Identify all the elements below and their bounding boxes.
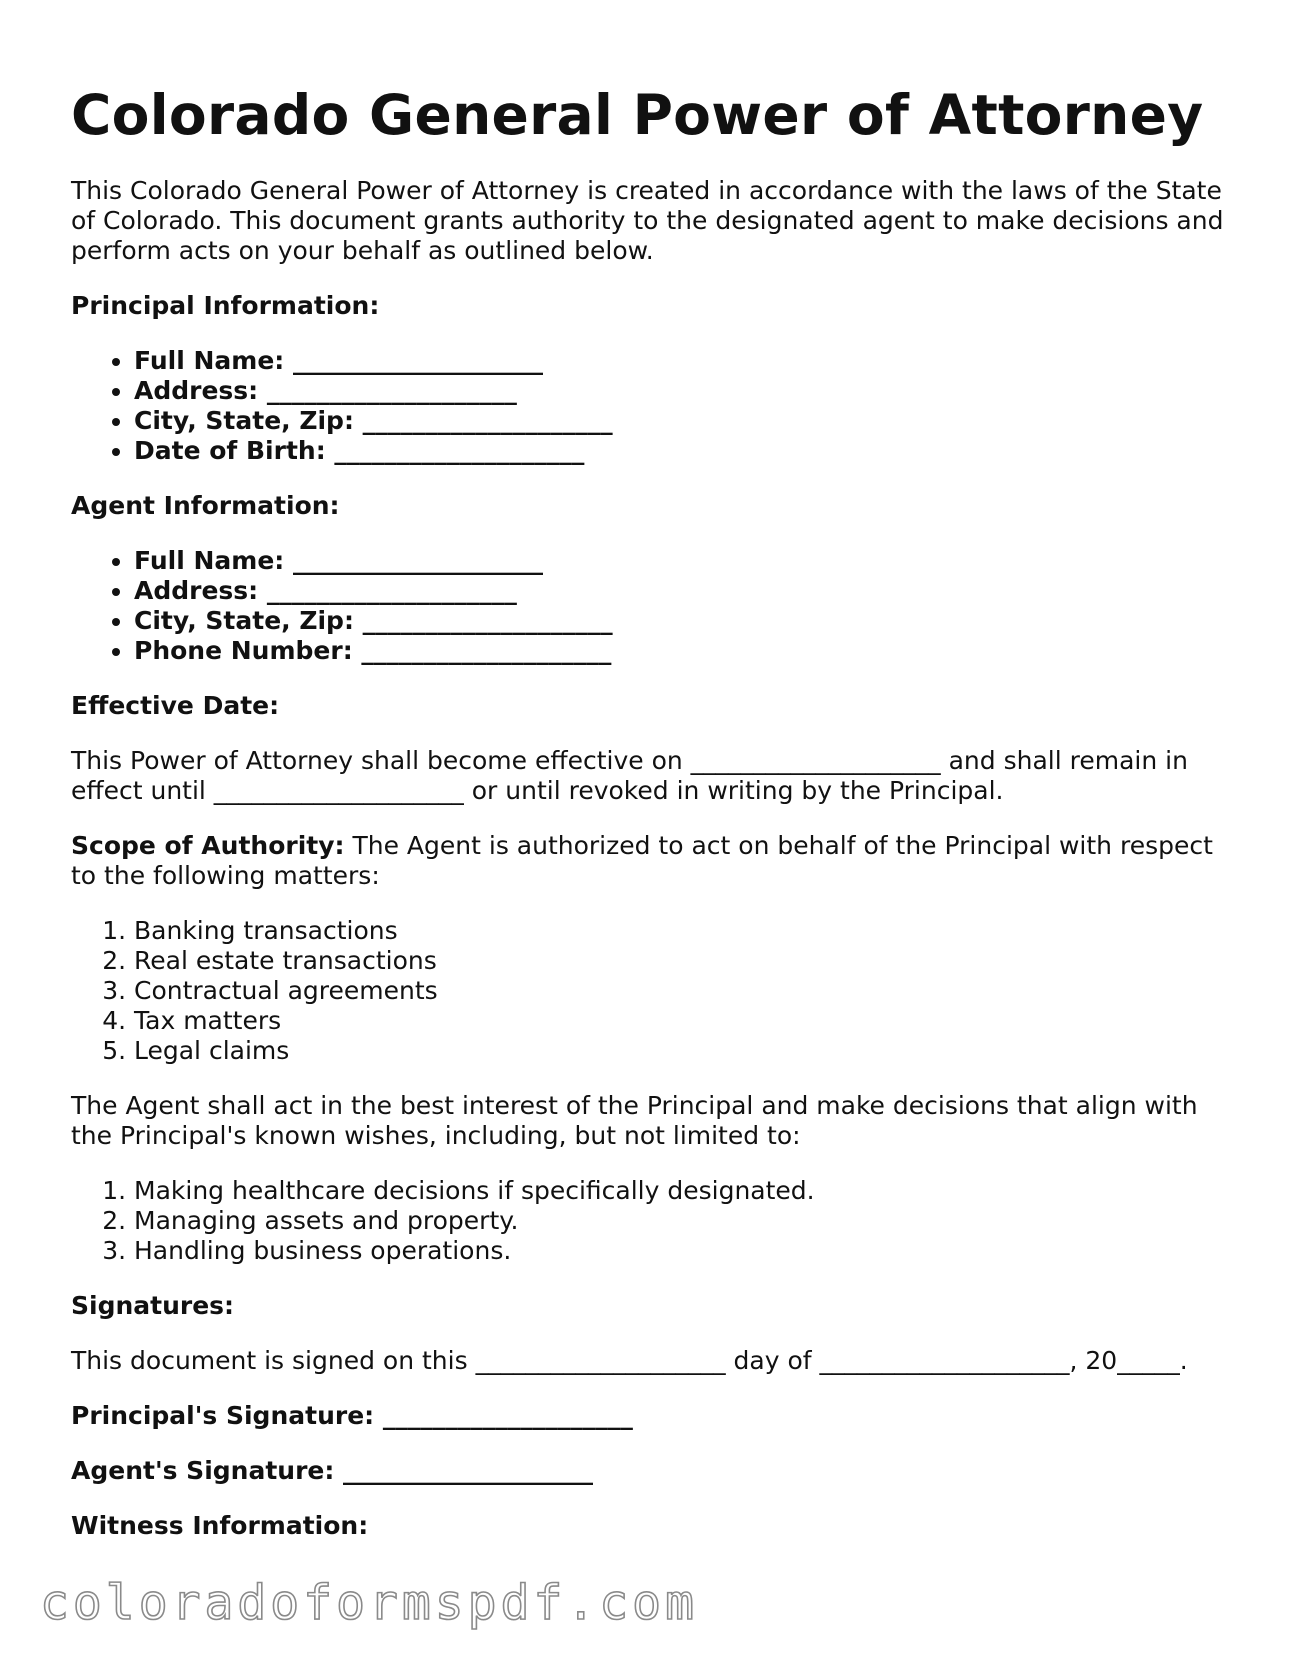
site-watermark: coloradoformspdf.com	[40, 1575, 698, 1631]
scope-item: 3. Contractual agreements	[134, 976, 1231, 1006]
document-page	[71, 80, 1231, 1566]
signing-date-line: This document is signed on this ____________________ day of ____________________, 20_____.	[71, 1346, 1188, 1375]
agent-fields-list	[71, 546, 1231, 666]
scope-item: 1. Banking transactions	[134, 916, 1231, 946]
effective-date-paragraph: This Power of Attorney shall become effective on ____________________ and shall remain in effect until ____________________ or until revoked in writing by the Principal.	[71, 746, 1188, 805]
intro-paragraph: This Colorado General Power of Attorney is created in accordance with the laws of the State of Colorado. This document grants authority to the designated agent to make decisions and perform acts on your behalf as outlined below.	[71, 176, 1224, 265]
agent-address-field: • Address: ____________________	[134, 576, 1231, 606]
scope-item: 5. Legal claims	[134, 1036, 1231, 1066]
agent-heading: Agent Information:	[71, 491, 340, 520]
agent-city-state-zip-field: • City, State, Zip: ____________________	[134, 606, 1231, 636]
agent-signature-line: Agent's Signature: ____________________	[71, 1456, 594, 1485]
principal-signature-line: Principal's Signature: ____________________	[71, 1401, 633, 1430]
principal-city-state-zip-field: • City, State, Zip: ____________________	[134, 406, 1231, 436]
effective-date-heading: Effective Date:	[71, 691, 280, 720]
principal-dob-field: • Date of Birth: ____________________	[134, 436, 1231, 466]
signatures-heading: Signatures:	[71, 1291, 235, 1320]
best-interest-item: 1. Making healthcare decisions if specifically designated.	[134, 1176, 1231, 1206]
scope-text: The Agent is authorized to act on behalf of the Principal with respect to the following matters:	[71, 831, 1213, 890]
agent-full-name-field: • Full Name: ____________________	[134, 546, 1231, 576]
principal-address-field: • Address: ____________________	[134, 376, 1231, 406]
best-interest-item: 2. Managing assets and property.	[134, 1206, 1231, 1236]
scope-paragraph	[71, 831, 1231, 891]
witness-heading: Witness Information:	[71, 1511, 369, 1540]
principal-heading: Principal Information:	[71, 291, 380, 320]
document-title: Colorado General Power of Attorney	[71, 83, 1204, 147]
best-interest-list	[71, 1176, 1231, 1266]
agent-phone-field: • Phone Number: ____________________	[134, 636, 1231, 666]
principal-fields-list	[71, 346, 1231, 466]
principal-full-name-field: • Full Name: ____________________	[134, 346, 1231, 376]
scope-label: Scope of Authority:	[71, 831, 345, 860]
best-interest-item: 3. Handling business operations.	[134, 1236, 1231, 1266]
scope-item: 2. Real estate transactions	[134, 946, 1231, 976]
best-interest-paragraph: The Agent shall act in the best interest of the Principal and make decisions that align with the Principal's known wishes, including, but not limited to:	[71, 1091, 1198, 1150]
scope-list	[71, 916, 1231, 1066]
scope-item: 4. Tax matters	[134, 1006, 1231, 1036]
